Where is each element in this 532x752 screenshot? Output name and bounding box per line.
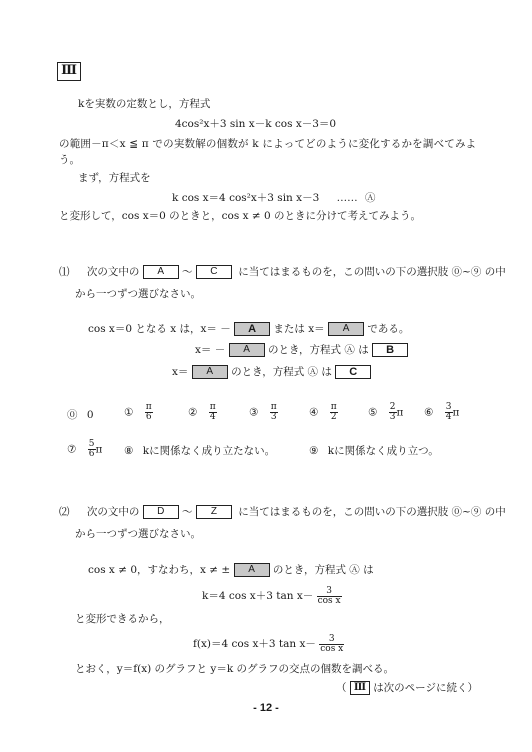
q1-stem [59,265,506,279]
q1-s2-box: A [229,343,265,357]
q1-s1-box2: A [328,322,364,336]
equation-a-text: k cos x＝4 cos²x＋3 sin x－3 [172,192,320,204]
choice-5-frac: $\frac{2}{3}$ [389,402,396,422]
choice-8 [124,444,275,458]
choice-0-text: 0 [86,409,94,421]
q1-s3-b: のとき，方程式 Ⓐ は [231,366,332,378]
q2-stem-c: から一つずつ選びなさい。 [75,528,201,540]
q1-number: ⑴ [59,266,70,278]
continued-note [336,681,478,695]
equation-a-dots: …… [336,192,358,204]
choice-7 [67,440,102,459]
q1-box-end: C [196,265,232,279]
intro-equation: 4cos²x＋3 sin x－k cos x－3＝0 [175,118,337,130]
q2-number: ⑵ [59,506,70,518]
choice-4-frac: $\frac{\pi}{2}$ [330,402,337,422]
q1-s1-c: である。 [367,323,410,335]
q1-box-start: A [143,265,179,279]
choice-0-num: ⓪ [67,409,78,421]
choice-1-num: ① [124,406,134,419]
intro-line1: kを実数の定数とし，方程式 [78,98,211,110]
q1-sentence1 [88,322,409,336]
q2-stem-b: に当てはまるものを，この問いの下の選択肢 ⓪~⑨ の中 [238,506,506,518]
choice-2 [188,403,217,422]
choice-2-frac: $\frac{\pi}{4}$ [209,402,216,422]
continued-open: （ [336,682,347,694]
q2-s1-b: のとき，方程式 Ⓐ は [272,564,374,576]
intro-line5: と変形して，cos x＝0 のときと，cos x ≠ 0 のときに分けて考えてみよう。 [59,210,421,222]
q1-s1-a: cos x＝0 となる x は，x＝ － [88,323,231,335]
intro-line2: の範囲－π＜x ≦ π での実数解の個数が k によってどのように変化するかを調べてみよ [59,138,477,150]
choice-1 [124,403,153,422]
choice-4 [309,403,338,422]
choice-0 [67,408,94,422]
choice-3-num: ③ [249,406,259,419]
q2-stem-a: 次の文中の [86,506,140,518]
q2-box-start: D [143,505,179,519]
choice-5 [368,403,403,422]
continued-text: は次のページに続く） [373,682,478,694]
q1-s2-b: のとき，方程式 Ⓐ は [267,344,369,356]
choice-7-frac: $\frac{5}{6}$ [88,439,95,459]
equation-a-marker: Ⓐ [364,192,376,204]
q1-s2-answer: B [372,343,408,357]
page-number: - 12 - [253,702,279,714]
choice-9-text: kに関係なく成り立つ。 [327,445,439,457]
section-marker: Ⅲ [57,62,81,81]
q1-tilde: ～ [182,266,193,278]
q1-stem-a: 次の文中の [86,266,140,278]
q2-sentence1 [88,563,374,577]
choice-6-suffix: π [452,406,460,419]
q1-s3-answer: C [335,365,371,379]
equation-a [172,191,375,205]
choice-7-suffix: π [95,443,103,456]
choice-6-frac: $\frac{3}{4}$ [445,402,452,422]
choice-7-num: ⑦ [67,443,77,456]
q1-s2-a: x＝ － [195,344,226,356]
intro-line4: まず，方程式を [78,172,151,184]
choice-6 [424,403,459,422]
q2-s1-a: cos x ≠ 0，すなわち，x ≠ ± [88,564,231,576]
choice-8-text: kに関係なく成り立たない。 [142,445,276,457]
q1-s1-b: または x＝ [273,323,325,335]
q1-stem-c: から一つずつ選びなさい。 [75,288,201,300]
choice-5-suffix: π [396,406,404,419]
choice-9-num: ⑨ [309,445,319,457]
choice-2-num: ② [188,406,198,419]
choice-4-num: ④ [309,406,319,419]
q2-eq2-frac: $\frac{3}{\text{cos x}}$ [320,633,344,654]
choice-8-num: ⑧ [124,445,134,457]
choice-3-frac: $\frac{\pi}{3}$ [270,402,277,422]
q1-s3-box: A [192,365,228,379]
q1-sentence3 [172,365,371,379]
q2-sentence3: とおく，y＝f(x) のグラフと y＝k のグラフの交点の個数を調べる。 [75,663,395,675]
q2-eq1-left: k＝4 cos x＋3 tan x－ [202,590,314,602]
q1-s3-a: x＝ [172,366,189,378]
choice-1-frac: $\frac{\pi}{6}$ [145,402,152,422]
q2-equation1 [202,582,342,610]
q2-tilde: ～ [182,506,193,518]
q1-sentence2 [195,343,408,357]
continued-section-box: Ⅲ [350,681,370,695]
q2-sentence2: と変形できるから， [75,613,170,625]
q1-stem-b: に当てはまるものを，この問いの下の選択肢 ⓪~⑨ の中 [238,266,506,278]
q1-s1-box1: A [234,322,270,336]
q2-eq2-left: f(x)＝4 cos x＋3 tan x－ [193,638,316,650]
q2-equation2 [193,630,344,658]
q2-eq1-frac: $\frac{3}{\text{cos x}}$ [317,585,341,606]
choice-9 [309,444,439,458]
intro-line3: う。 [59,154,80,166]
choice-6-num: ⑥ [424,406,434,419]
choice-5-num: ⑤ [368,406,378,419]
q2-box-end: Z [196,505,232,519]
choice-3 [249,403,278,422]
q2-s1-box: A [234,563,270,577]
q2-stem [59,505,506,519]
